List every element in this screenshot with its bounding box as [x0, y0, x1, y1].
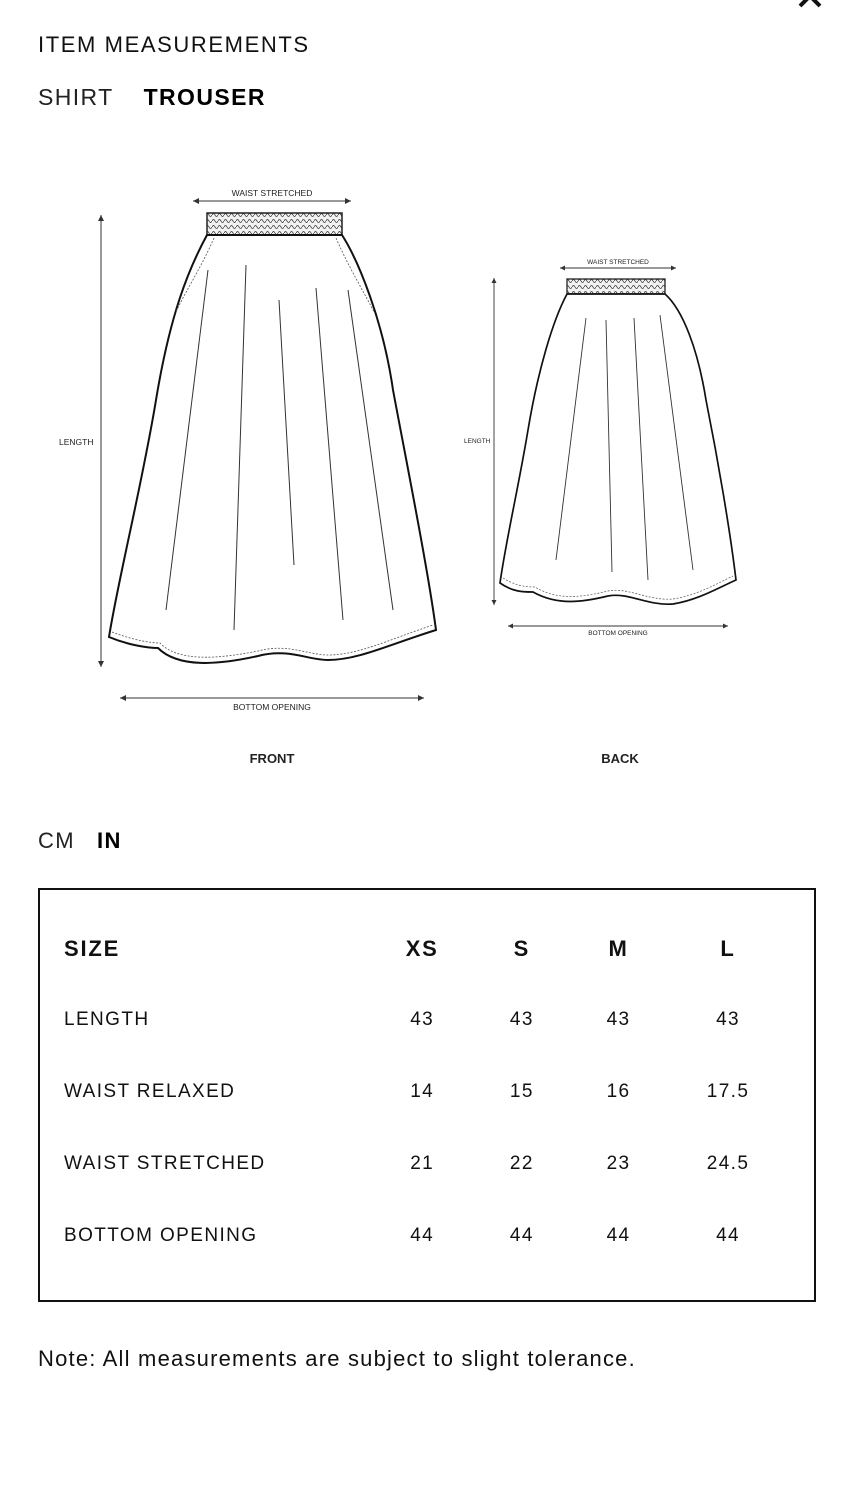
column-header-xs: XS [405, 936, 439, 961]
table-row-length [64, 984, 794, 1056]
table-row-bottom-opening [64, 1200, 794, 1272]
back-length-label: LENGTH [464, 438, 491, 445]
page-title: ITEM MEASUREMENTS [38, 32, 310, 57]
column-header-s: S [513, 936, 531, 961]
back-skirt-drawing [464, 259, 736, 766]
cell-value: 21 [410, 1153, 435, 1174]
table-row-waist-relaxed [64, 1056, 794, 1128]
cell-value: 43 [410, 1009, 435, 1030]
tab-shirt[interactable]: SHIRT [38, 84, 114, 110]
cell-value: 44 [410, 1225, 435, 1246]
cell-value: 44 [716, 1225, 740, 1246]
cell-value: 24.5 [706, 1153, 750, 1174]
cell-value: 16 [606, 1081, 631, 1102]
unit-in[interactable]: IN [97, 828, 122, 853]
cell-value: 44 [606, 1225, 631, 1246]
table-header-row [64, 914, 794, 984]
cell-value: 43 [716, 1009, 740, 1030]
close-icon [790, 0, 830, 14]
cell-value: 15 [509, 1081, 534, 1102]
front-bottom-opening-label: BOTTOM OPENING [233, 702, 311, 712]
back-waist-stretched-label: WAIST STRETCHED [587, 259, 649, 266]
back-bottom-opening-label: BOTTOM OPENING [588, 630, 648, 637]
cell-value: 22 [509, 1153, 534, 1174]
row-label: WAIST RELAXED [64, 1081, 236, 1102]
row-label: WAIST STRETCHED [64, 1153, 266, 1174]
back-label: BACK [601, 751, 639, 766]
cell-value: 14 [410, 1081, 435, 1102]
size-table [64, 914, 794, 1272]
size-chart [38, 888, 816, 1302]
cell-value: 17.5 [706, 1081, 750, 1102]
unit-cm[interactable]: CM [38, 828, 76, 853]
garment-tabs [38, 84, 266, 111]
row-label: LENGTH [64, 1009, 150, 1030]
tolerance-note: Note: All measurements are subject to slight tolerance. [38, 1346, 636, 1371]
cell-value: 44 [509, 1225, 534, 1246]
table-row-waist-stretched [64, 1128, 794, 1200]
column-header-m: M [608, 936, 629, 961]
column-header-l: L [720, 936, 736, 961]
tab-trouser[interactable]: TROUSER [143, 84, 266, 110]
column-header-size: SIZE [64, 936, 121, 961]
front-label: FRONT [249, 751, 295, 766]
row-label: BOTTOM OPENING [64, 1225, 258, 1246]
cell-value: 23 [606, 1153, 631, 1174]
front-skirt-drawing [59, 188, 436, 766]
close-button[interactable] [790, 0, 830, 14]
unit-toggle [38, 828, 122, 854]
cell-value: 43 [509, 1009, 534, 1030]
cell-value: 43 [606, 1009, 631, 1030]
front-length-label: LENGTH [59, 437, 94, 447]
measurement-illustration [38, 140, 818, 800]
front-waist-stretched-label: WAIST STRETCHED [231, 188, 313, 198]
